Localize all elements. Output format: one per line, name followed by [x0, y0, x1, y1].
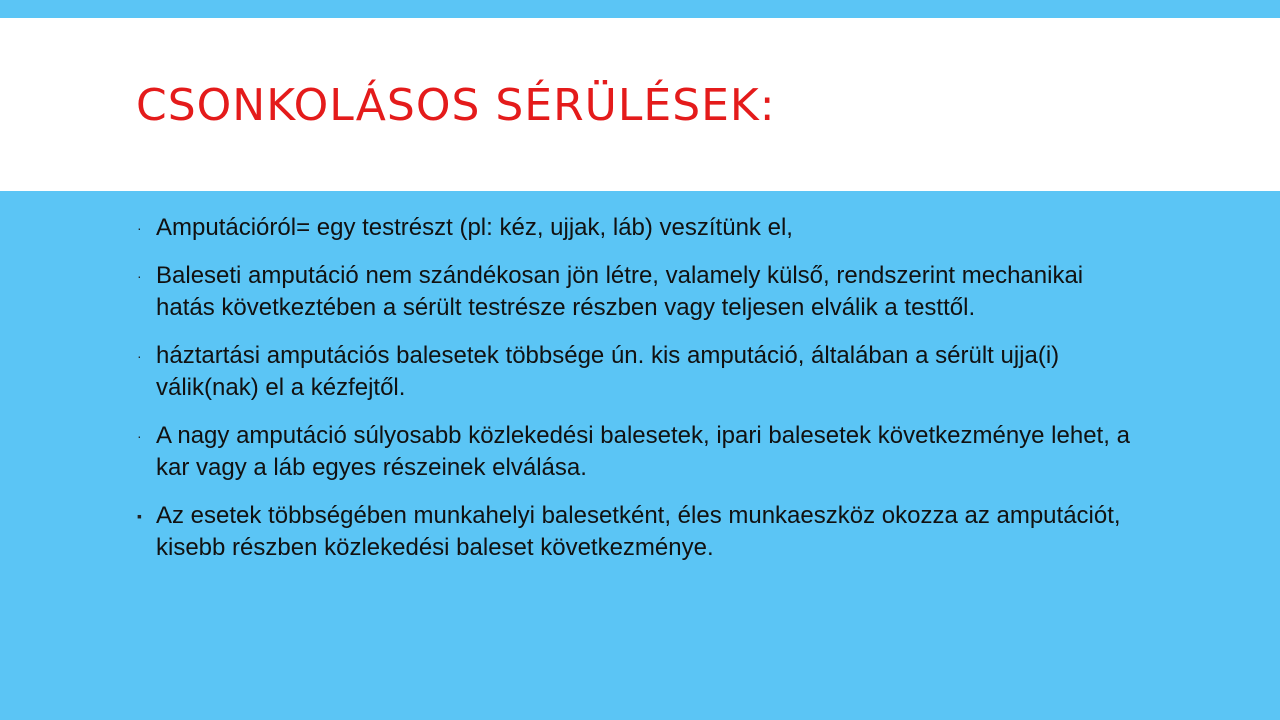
bullet-item: [136, 420, 1146, 484]
bullet-list: [136, 212, 1146, 580]
bullet-marker-icon: ·: [137, 428, 142, 444]
bullet-item: [136, 340, 1146, 404]
bullet-marker-icon: ·: [137, 220, 142, 236]
bullet-text: Baleseti amputáció nem szándékosan jön létre, valamely külső, rendszerint mechanikai hatás következtében a sérült testrésze részben vagy teljesen elválik a testtől.: [156, 262, 1084, 321]
bullet-item: [136, 500, 1146, 564]
bullet-marker-icon: ·: [137, 348, 142, 364]
top-accent-strip: [0, 0, 1280, 18]
bullet-item: [136, 260, 1146, 324]
bullet-item: [136, 212, 1146, 244]
bullet-marker-icon: ▪: [137, 508, 142, 524]
bullet-text: Az esetek többségében munkahelyi balesetként, éles munkaeszköz okozza az amputációt, kisebb részben közlekedési baleset következménye.: [156, 502, 1121, 561]
bullet-text: háztartási amputációs balesetek többsége ún. kis amputáció, általában a sérült ujja(i) válik(nak) el a kézfejtől.: [156, 342, 1060, 401]
slide-title: CSONKOLÁSOS SÉRÜLÉSEK:: [136, 80, 776, 131]
bullet-text: Amputációról= egy testrészt (pl: kéz, ujjak, láb) veszítünk el,: [156, 214, 793, 241]
bullet-marker-icon: ·: [137, 268, 142, 284]
bullet-text: A nagy amputáció súlyosabb közlekedési balesetek, ipari balesetek következménye lehet, a kar vagy a láb egyes részeinek elválása.: [156, 422, 1130, 481]
